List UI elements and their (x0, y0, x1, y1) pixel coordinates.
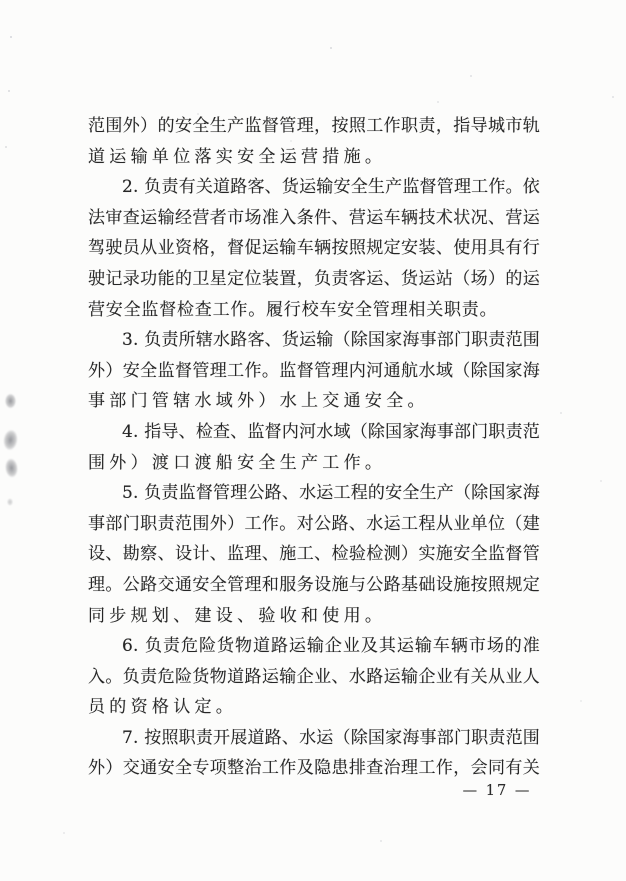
body-text (88, 111, 540, 784)
text-line: 6. 负责危险货物道路运输企业及其运输车辆市场的准 (122, 636, 540, 657)
page-number: — 17 — (462, 783, 532, 799)
text-line: 道运输单位落实安全运营措施。 (88, 146, 387, 167)
text-line: 入。负责危险货物道路运输企业、水路运输企业有关从业人 (88, 666, 540, 687)
text-line: 外）安全监督管理工作。监督管理内河通航水域（除国家海 (88, 360, 540, 381)
text-line: 外）交通安全专项整治工作及隐患排查治理工作，会同有关 (88, 758, 540, 779)
text-line: 范围外）的安全生产监督管理，按照工作职责，指导城市轨 (88, 116, 540, 136)
ink-smudge (2, 454, 22, 482)
text-line: 7. 按照职责开展道路、水运（除国家海事部门职责范围 (122, 727, 540, 748)
text-line: 理。公路交通安全管理和服务设施与公路基础设施按照规定 (88, 574, 540, 595)
text-line: 围外）渡口渡船安全生产工作。 (88, 452, 387, 473)
ink-smudge (0, 425, 22, 455)
text-line: 驾驶员从业资格，督促运输车辆按照规定安装、使用具有行 (88, 238, 540, 259)
text-line: 2. 负责有关道路客、货运输安全生产监督管理工作。依 (122, 177, 540, 198)
text-line: 5. 负责监督管理公路、水运工程的安全生产（除国家海 (122, 483, 540, 504)
text-line: 事部门职责范围外）工作。对公路、水运工程从业单位（建 (88, 513, 540, 534)
ink-smudge (6, 497, 14, 507)
text-line: 4. 指导、检查、监督内河水域（除国家海事部门职责范 (122, 421, 540, 442)
text-line: 营安全监督检查工作。履行校车安全管理相关职责。 (88, 299, 498, 320)
text-line: 3. 负责所辖水路客、货运输（除国家海事部门职责范围 (122, 330, 540, 351)
text-line: 事部门管辖水域外）水上交通安全。 (88, 391, 429, 412)
text-line: 驶记录功能的卫星定位装置，负责客运、货运站（场）的运 (88, 268, 540, 289)
text-line: 员的资格认定。 (88, 697, 238, 718)
text-line: 法审查运输经营者市场准入条件、营运车辆技术状况、营运 (88, 207, 540, 228)
scan-speckles (0, 0, 2, 2)
text-line: 设、勘察、设计、监理、施工、检验检测）实施安全监督管 (88, 544, 540, 565)
ink-smudge (3, 391, 18, 411)
text-line: 同步规划、建设、验收和使用。 (88, 605, 387, 626)
